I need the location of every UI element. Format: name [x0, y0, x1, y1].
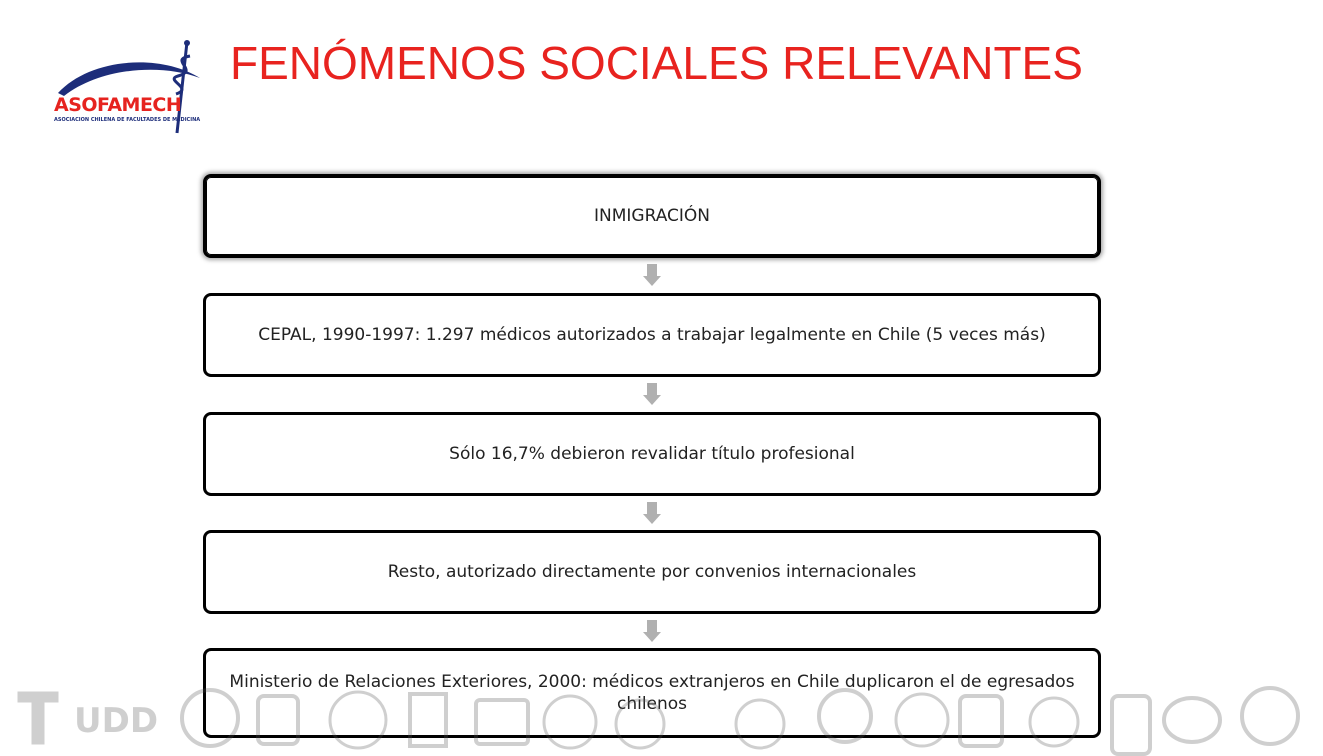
asofamech-emblem-icon — [50, 38, 220, 138]
university-logos-strip — [0, 680, 1323, 756]
down-arrow-icon — [643, 502, 661, 526]
step-box-foreign-affairs: Ministerio de Relaciones Exteriores, 2000: médicos extranjeros en Chile duplicaron el de egresados chilenos — [203, 648, 1101, 738]
step-box-agreements: Resto, autorizado directamente por convenios internacionales — [203, 530, 1101, 614]
step-box-cepal: CEPAL, 1990-1997: 1.297 médicos autorizados a trabajar legalmente en Chile (5 veces más) — [203, 293, 1101, 377]
logo-name: ASOFAMECH — [54, 94, 182, 116]
down-arrow-icon — [643, 264, 661, 288]
down-arrow-icon — [643, 620, 661, 644]
down-arrow-icon — [643, 383, 661, 407]
asofamech-logo — [50, 38, 220, 138]
university-shield-icon — [18, 692, 58, 744]
udd-logo: UDD — [74, 701, 159, 741]
step-box-immigration: INMIGRACIÓN — [203, 174, 1101, 258]
step-box-revalidation: Sólo 16,7% debieron revalidar título profesional — [203, 412, 1101, 496]
page-title: FENÓMENOS SOCIALES RELEVANTES — [230, 37, 1083, 89]
logo-subtitle: ASOCIACION CHILENA DE FACULTADES DE MEDICINA — [54, 117, 201, 123]
